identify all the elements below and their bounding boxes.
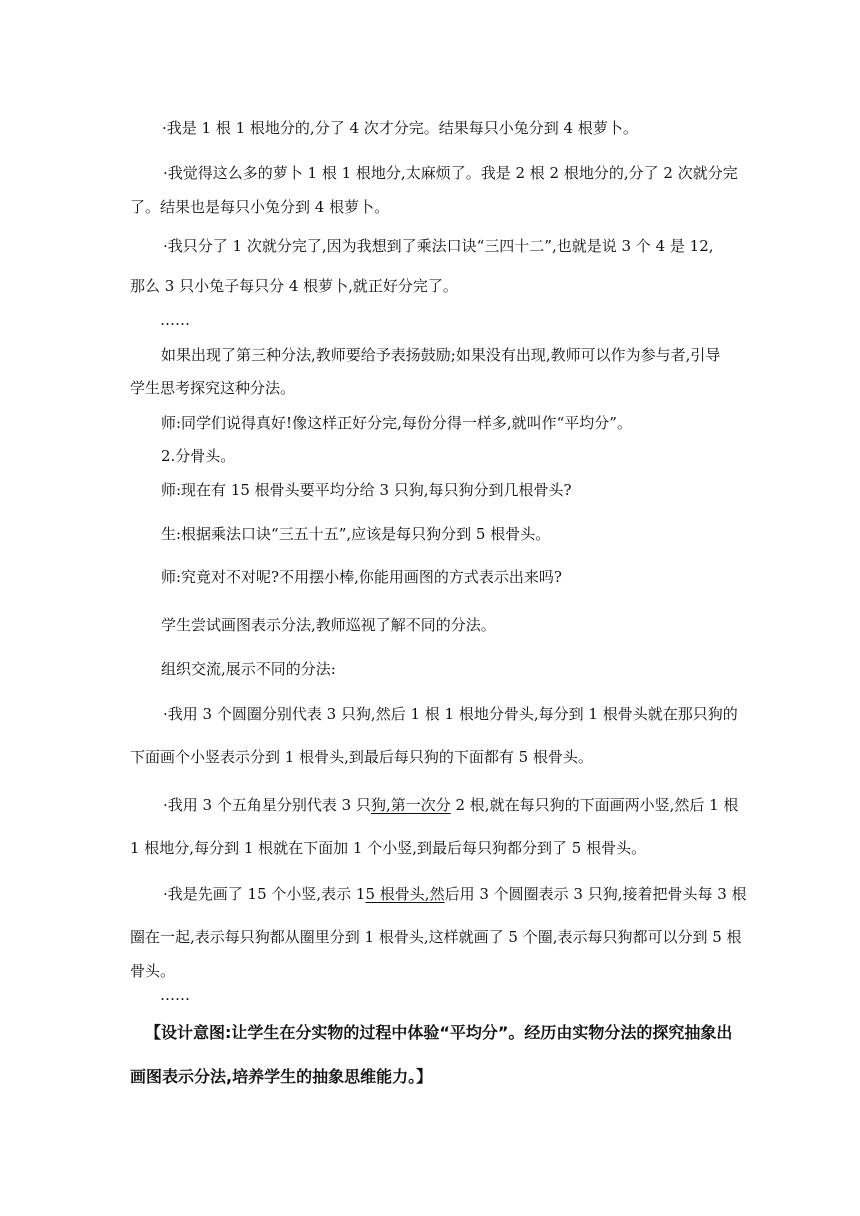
underlined-text: 5 根骨头,然 [365,885,445,903]
paragraph-line: 生:根据乘法口诀“三五十五”,应该是每只狗分到 5 根骨头。 [161,525,551,543]
paragraph-line: ·我用 3 个圆圈分别代表 3 只狗,然后 1 根 1 根地分骨头,每分到 1 根骨头就在那只狗的 [163,705,738,723]
paragraph-line [163,884,747,904]
paragraph-line: 如果出现了第三种分法,教师要给予表扬鼓励;如果没有出现,教师可以作为参与者,引导 [161,346,721,364]
design-intent-text: 画图表示分法,培养学生的抽象思维能力。】 [130,1067,433,1086]
paragraph-line: 那么 3 只小兔子每只分 4 根萝卜,就正好分完了。 [130,277,458,295]
paragraph-line: 学生思考探究这种分法。 [130,379,296,397]
paragraph-line: 学生尝试画图表示分法,教师巡视了解不同的分法。 [161,616,496,634]
paragraph-line: 骨头。 [130,962,176,980]
section-heading: 2.分骨头。 [161,447,236,465]
design-intent-text: 【设计意图:让学生在分实物的过程中体验“平均分”。经历由实物分法的探究抽象出 [145,1023,733,1042]
paragraph-line: 圈在一起,表示每只狗都从圈里分到 1 根骨头,这样就画了 5 个圈,表示每只狗都可以分到 5 根 [130,928,742,946]
ellipsis: …… [160,986,190,1004]
paragraph-line: 了。结果也是每只小兔分到 4 根萝卜。 [130,198,390,216]
paragraph-line: 师:究竟对不对呢?不用摆小棒,你能用画图的方式表示出来吗? [161,568,562,586]
line-text: 2 根,就在每只狗的下面画两小竖,然后 1 根 [450,796,739,814]
paragraph-line: 下面画个小竖表示分到 1 根骨头,到最后每只狗的下面都有 5 根骨头。 [130,748,593,766]
paragraph-line [163,795,738,815]
line-text: ·我是先画了 15 个小竖,表示 1 [163,885,366,903]
paragraph-line: 1 根地分,每分到 1 根就在下面加 1 个小竖,到最后每只狗都分到了 5 根骨头。 [130,839,647,857]
paragraph-line: ·我是 1 根 1 根地分的,分了 4 次才分完。结果每只小兔分到 4 根萝卜。 [162,119,638,137]
paragraph-line: 师:同学们说得真好!像这样正好分完,每份分得一样多,就叫作“平均分”。 [161,414,632,432]
line-text: ·我用 3 个五角星分别代表 3 只 [163,796,371,814]
line-text: 后用 3 个圆圈表示 3 只狗,接着把骨头每 3 根 [444,885,747,903]
paragraph-line: ·我觉得这么多的萝卜 1 根 1 根地分,太麻烦了。我是 2 根 2 根地分的,分了 2 次就分完 [163,164,738,182]
paragraph-line: ·我只分了 1 次就分完了,因为我想到了乘法口诀“三四十二”,也就是说 3 个 4 是 12, [163,237,714,255]
ellipsis: …… [160,311,190,329]
paragraph-line: 组织交流,展示不同的分法: [161,660,336,678]
underlined-text: 狗,第一次分 [370,796,451,814]
paragraph-line: 师:现在有 15 根骨头要平均分给 3 只狗,每只狗分到几根骨头? [161,481,572,499]
